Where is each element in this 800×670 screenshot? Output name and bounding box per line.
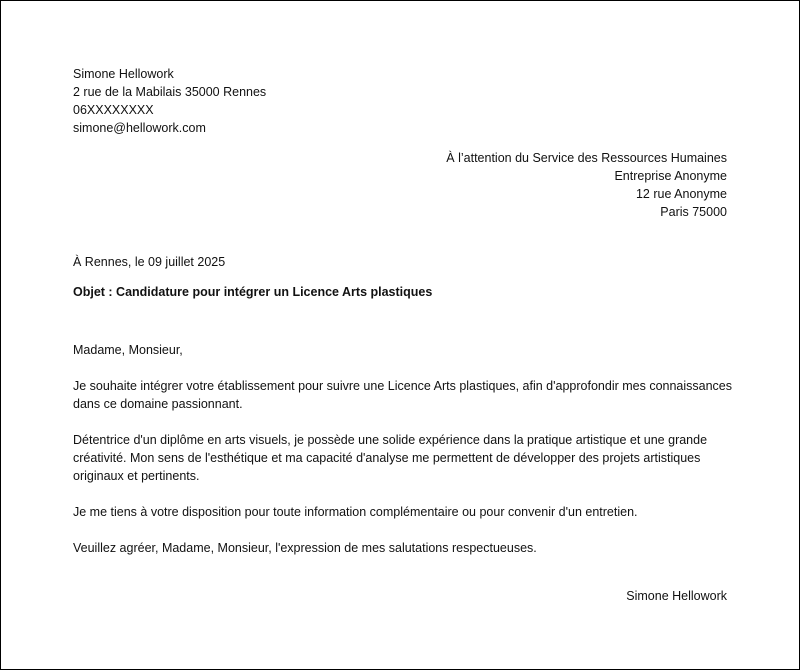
recipient-street: 12 rue Anonyme bbox=[635, 187, 727, 201]
recipient-city: Paris 75000 bbox=[660, 205, 727, 219]
subject-line: Objet : Candidature pour intégrer un Licence Arts plastiques bbox=[73, 285, 433, 299]
salutation: Madame, Monsieur, bbox=[73, 343, 183, 357]
sender-name: Simone Hellowork bbox=[73, 67, 174, 81]
recipient-company: Entreprise Anonyme bbox=[614, 169, 727, 183]
letter-body bbox=[73, 341, 733, 575]
sender-email: simone@hellowork.com bbox=[73, 121, 206, 135]
signature: Simone Hellowork bbox=[626, 589, 727, 603]
recipient-block bbox=[446, 149, 727, 221]
paragraph-experience: Détentrice d'un diplôme en arts visuels, je possède une solide expérience dans la pratique artistique et une grande créativité. Mon sens de l'esthétique et ma capacité d'analyse me permettent de développer des projets artistiques originaux et pertinents. bbox=[73, 433, 708, 483]
sender-block bbox=[73, 65, 266, 137]
paragraph-intro: Je souhaite intégrer votre établissement pour suivre une Licence Arts plastiques, afin d'approfondir mes connaissances dans ce domaine passionnant. bbox=[73, 379, 733, 411]
recipient-attention: À l’attention du Service des Ressources Humaines bbox=[446, 151, 727, 165]
date-line: À Rennes, le 09 juillet 2025 bbox=[73, 255, 226, 269]
sender-address: 2 rue de la Mabilais 35000 Rennes bbox=[73, 85, 267, 99]
paragraph-availability: Je me tiens à votre disposition pour toute information complémentaire ou pour convenir d'un entretien. bbox=[73, 505, 638, 519]
sender-phone: 06XXXXXXXX bbox=[73, 103, 154, 117]
closing-formula: Veuillez agréer, Madame, Monsieur, l'expression de mes salutations respectueuses. bbox=[73, 541, 537, 555]
